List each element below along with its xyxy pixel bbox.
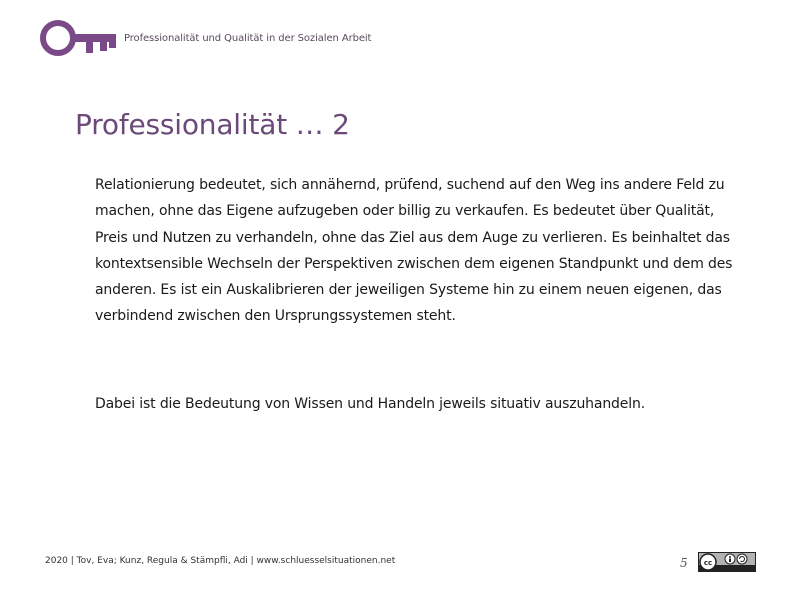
body-paragraph-2: Dabei ist die Bedeutung von Wissen und Handeln jeweils situativ auszuhandeln. — [95, 396, 646, 412]
cc-by-sa-icon — [698, 552, 756, 572]
page-number: 5 — [680, 556, 688, 570]
body-paragraph-1: Relationierung bedeutet, sich annähernd, prüfend, suchend auf den Weg ins andere Feld zu machen, ohne das Eigene aufzugeben oder billig zu verkaufen. Es bedeutet über Qualität, Preis und Nutzen zu verhandeln, ohne das Ziel aus dem Auge zu verlieren. Es beinhaltet das kontextsensible Wechseln der Perspektiven zwischen dem eigenen Standpunkt und dem des anderen. Es ist ein Auskalibrieren der jeweiligen Systeme hin zu einem neuen eigenen, das verbindend zwischen den Ursprungssystemen steht. — [95, 177, 733, 325]
svg-text:cc: cc — [703, 559, 713, 567]
slide-title: Professionalität … 2 — [75, 108, 350, 141]
header-subtitle: Professionalität und Qualität in der Sozialen Arbeit — [124, 33, 372, 44]
footer-citation: 2020 | Tov, Eva; Kunz, Regula & Stämpfli, Adi | www.schluesselsituationen.net — [45, 556, 396, 566]
key-icon — [38, 18, 118, 60]
